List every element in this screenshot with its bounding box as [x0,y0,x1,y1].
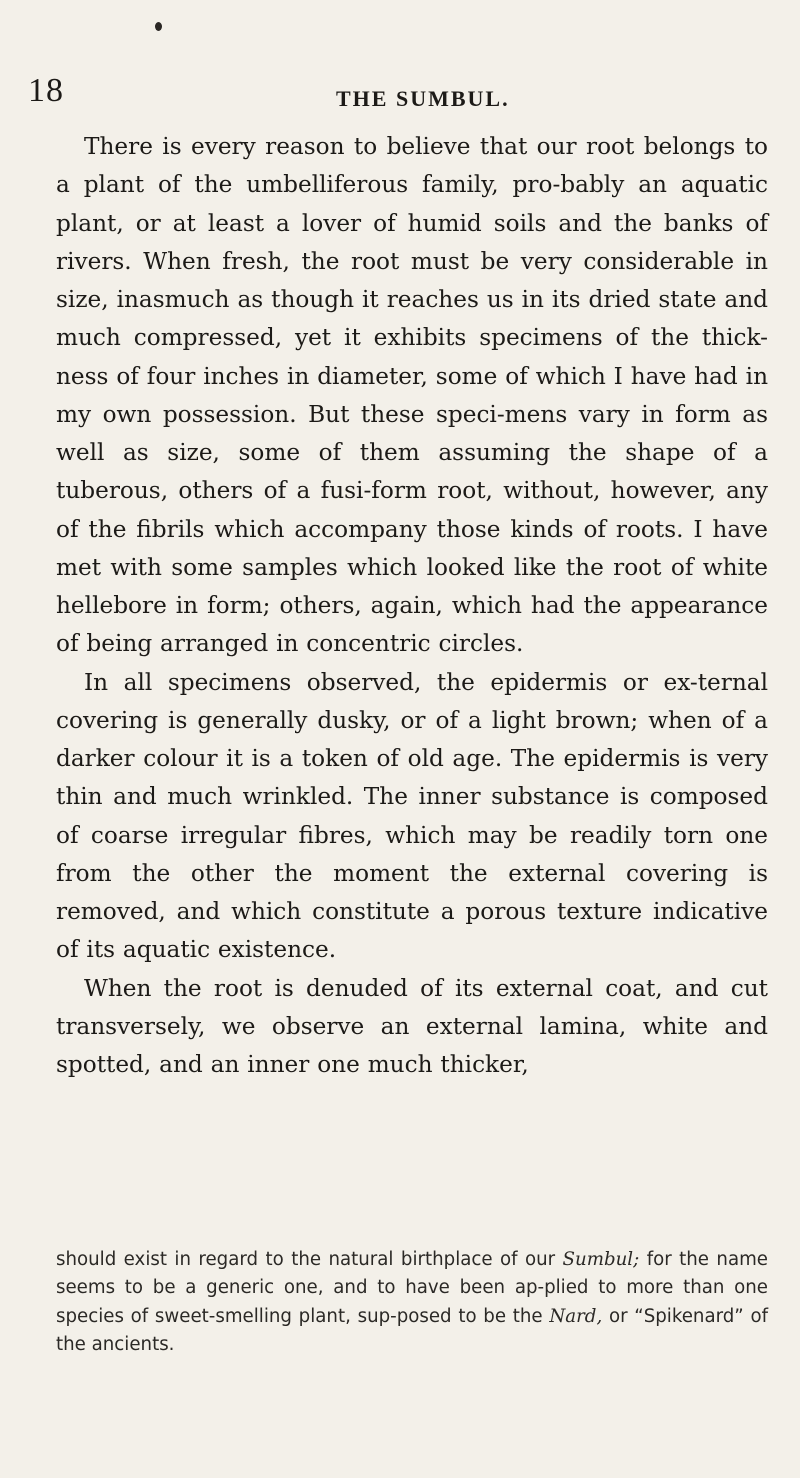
page-number: 18 [28,72,64,109]
footnote-text-1: should exist in regard to the natural birthplace of our [56,1249,563,1270]
ink-spot-mark [155,22,162,31]
footnote-text-3: or “Spikenard” of the ancients. [56,1305,768,1356]
main-text [56,128,768,1084]
page-header [28,74,748,114]
footnote-italic-sumbul: Sumbul; [562,1249,640,1270]
footnote-italic-nard: Nard, [549,1305,603,1327]
paragraph-1: There is every reason to believe that our root belongs to a plant of the umbelliferous family, pro-bably an aquatic plant, or at least a lover of humid soils and the banks of rivers. When fresh, the root must be very considerable in size, inasmuch as though it reaches us in its dried state and much compressed, yet it exhibits specimens of the thick-ness of four inches in diameter, some of which I have had in my own possession. But these speci-mens vary in form as well as size, some of them assuming the shape of a tuberous, others of a fusi-form root, without, however, any of the fibrils which accompany those kinds of roots. I have met with some samples which looked like the root of white hellebore in form; others, again, which had the appearance of being arranged in concentric circles. [56,133,768,658]
running-head: THE SUMBUL. [336,86,510,111]
paragraph-3: When the root is denuded of its external coat, and cut transversely, we observe an external lamina, white and spotted, and an inner one much thicker, [56,974,768,1078]
footnote [56,1246,768,1360]
footnote-text-2: for the name seems to be a generic one, and to have been ap-plied to more than one species of sweet-smelling plant, sup-posed to be the [56,1249,768,1327]
paragraph-2: In all specimens observed, the epidermis or ex-ternal covering is generally dusky, or of a light brown; when of a darker colour it is a token of old age. The epidermis is very thin and much wrinkled. The inner substance is composed of coarse irregular fibres, which may be readily torn one from the other the moment the external covering is removed, and which constitute a porous texture indicative of its aquatic existence. [56,668,768,964]
